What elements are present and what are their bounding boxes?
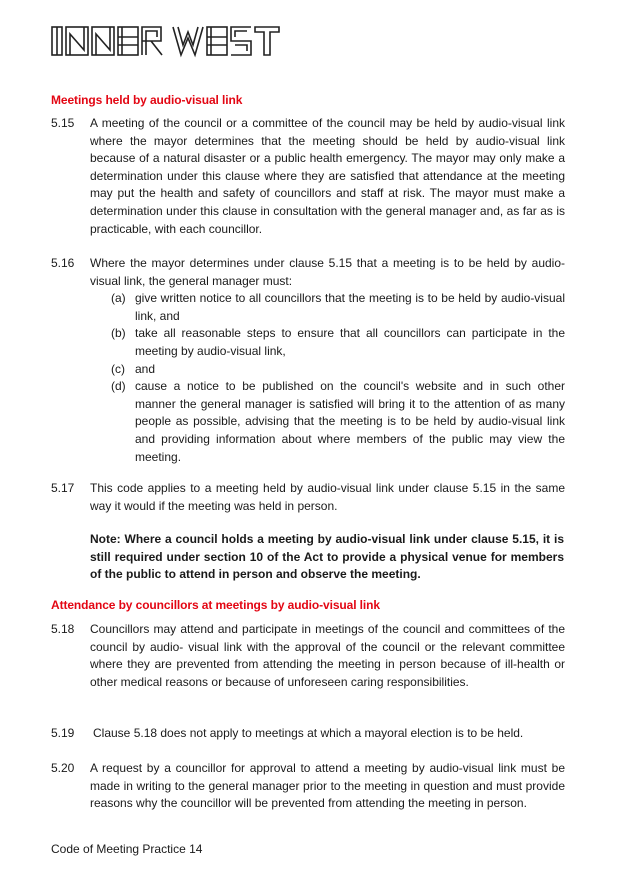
clause-subitem xyxy=(111,290,565,325)
subitem-text: and xyxy=(135,361,156,376)
subitem-letter: (d) xyxy=(111,379,126,394)
subitem-letter: (c) xyxy=(111,361,125,376)
clause-number: 5.20 xyxy=(51,761,75,775)
clause-number: 5.17 xyxy=(51,481,75,495)
clause-5-18 xyxy=(51,621,565,691)
subitem-letter: (b) xyxy=(111,326,126,341)
clause-text: Councillors may attend and participate in meetings of the council and committees of the council by audio- visual link with the approval of the council or the relevant committee where they are prevented from attending the meeting in person because of ill-health or other medical reasons or because of unforeseen caring responsibilities. xyxy=(90,622,565,689)
clause-5-15 xyxy=(51,115,565,238)
clause-text: A meeting of the council or a committee of the council may be held by audio-visual link where the mayor determines that the meeting should be held by audio-visual link because of a natural disaster or a public health emergency. The mayor may only make a determination under this clause where they are satisfied that attendance at the meeting may put the health and safety of councillors and staff at risk. The mayor must make a determination under this clause in consultation with the general manager and, as far as is practicable, with each councillor. xyxy=(90,116,565,236)
clause-5-19 xyxy=(51,725,565,743)
subitem-letter: (a) xyxy=(111,291,126,306)
clause-text: This code applies to a meeting held by audio-visual link under clause 5.15 in the same way it would if the meeting was held in person. xyxy=(90,481,565,513)
section-heading: Meetings held by audio-visual link xyxy=(51,93,243,107)
clause-subitem xyxy=(111,325,565,360)
note-paragraph: Note: Where a council holds a meeting by audio-visual link under clause 5.15, it is still required under section 10 of the Act to provide a physical venue for members of the public to attend in person and observe the meeting. xyxy=(90,532,564,582)
clause-number: 5.15 xyxy=(51,116,75,130)
subitem-text: give written notice to all councillors that the meeting is to be held by audio-visual link, and xyxy=(135,291,565,323)
inner-west-logo xyxy=(51,24,287,63)
subitem-text: cause a notice to be published on the council's website and in such other manner the general manager is satisfied will bring it to the attention of as many people as possible, advising that the meeting is to be held by audio-visual link and providing information about where members of the public may view the meeting. xyxy=(135,379,565,464)
clause-text: Where the mayor determines under clause 5.15 that a meeting is to be held by audio-visual link, the general manager must: xyxy=(90,256,565,288)
clause-number: 5.16 xyxy=(51,256,75,270)
page-footer: Code of Meeting Practice 14 xyxy=(51,842,203,856)
section-heading: Attendance by councillors at meetings by audio-visual link xyxy=(51,598,380,612)
clause-5-17 xyxy=(51,480,565,515)
clause-text: Clause 5.18 does not apply to meetings at which a mayoral election is to be held. xyxy=(93,726,524,740)
clause-5-16 xyxy=(51,255,565,466)
clause-subitem xyxy=(111,378,565,466)
clause-number: 5.18 xyxy=(51,622,75,636)
clause-number: 5.19 xyxy=(51,726,75,740)
subitem-text: take all reasonable steps to ensure that all councillors can participate in the meeting by audio-visual link, xyxy=(135,326,565,358)
clause-text: A request by a councillor for approval to attend a meeting by audio-visual link must be made in writing to the general manager prior to the meeting in question and must provide reasons why the councillor will be prevented from attending the meeting in person. xyxy=(90,761,565,811)
clause-5-20 xyxy=(51,760,565,813)
clause-subitem xyxy=(111,361,565,379)
